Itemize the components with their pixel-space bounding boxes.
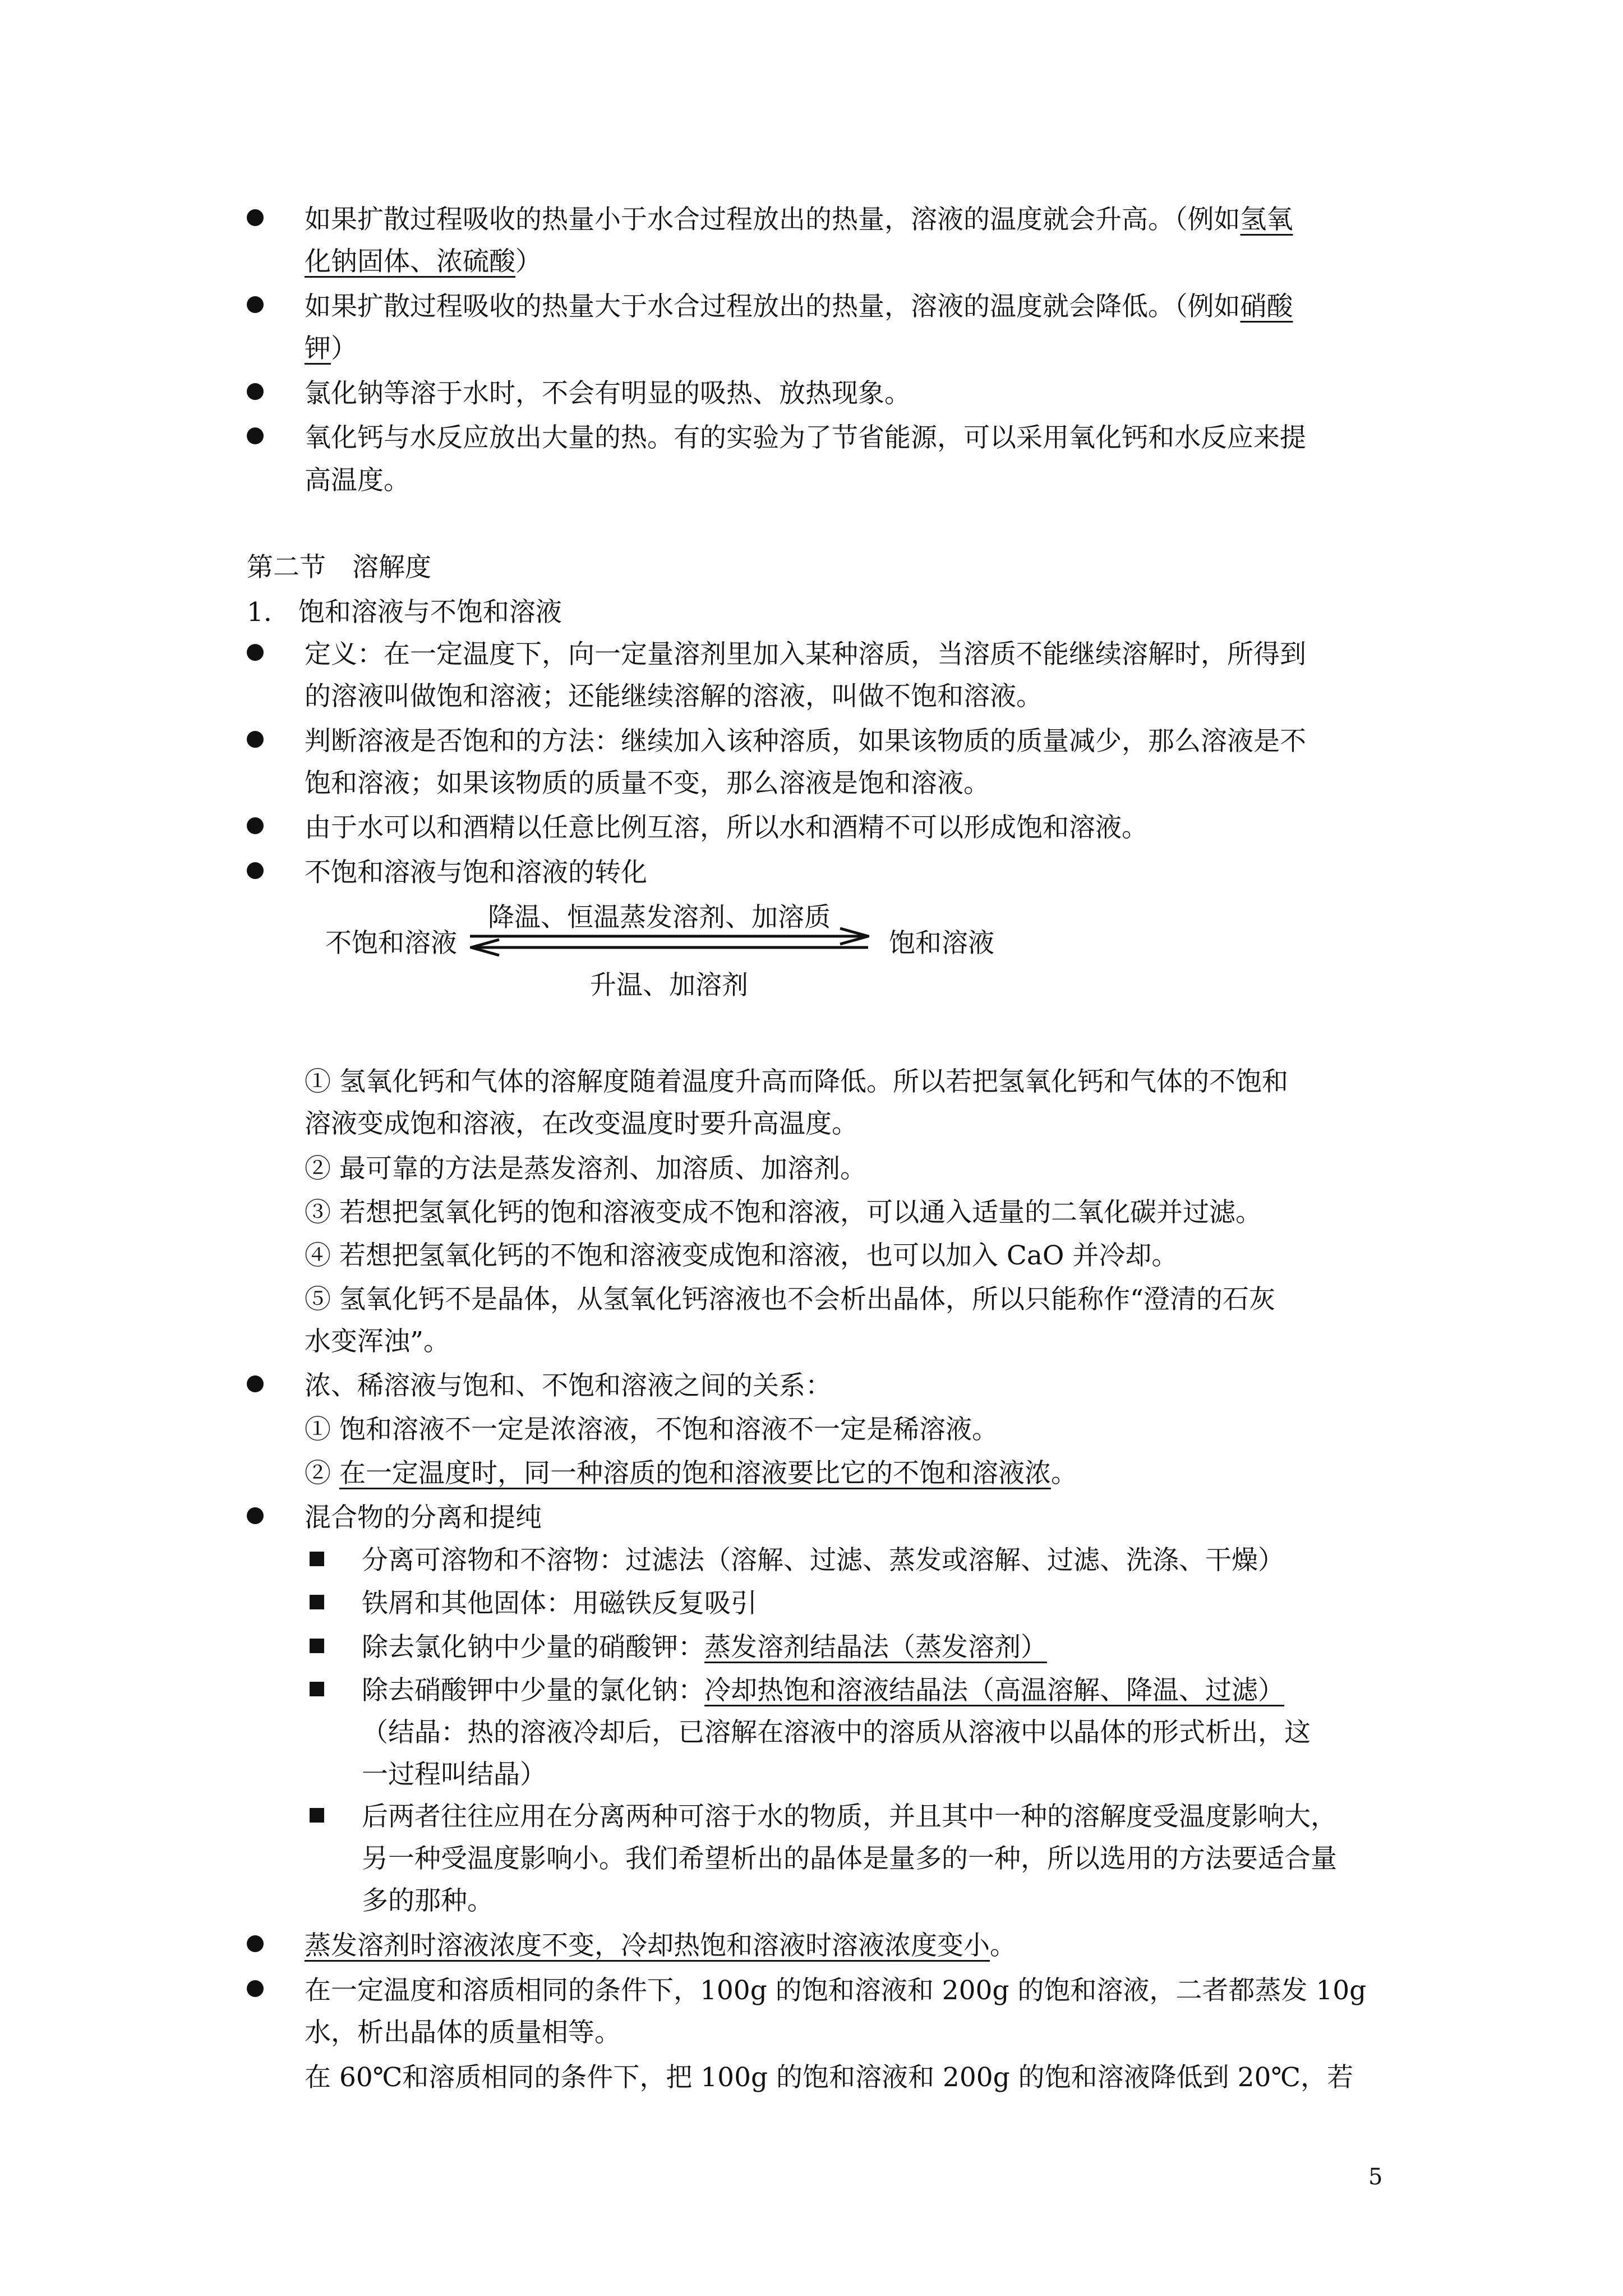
underlined-text: 钾 [305,333,331,364]
definition-text: 定义：在一定温度下，向一定量溶剂里加入某种溶质，当溶质不能继续溶解时，所得到 [305,639,1306,670]
separation-heading: 混合物的分离和提纯 [305,1502,542,1533]
note-4: ④ 若想把氢氧化钙的不饱和溶液变成饱和溶液，也可以加入 CaO 并冷却。 [305,1240,1178,1271]
bullet [247,296,264,313]
diagram-label-unsaturated: 不饱和溶液 [325,928,457,959]
underlined-text: 化钠固体、浓硫酸 [305,246,515,277]
subsection-title: 1. 饱和溶液与不饱和溶液 [247,597,562,628]
bullet-text-cao: 氧化钙与水反应放出大量的热。有的实验为了节省能源，可以采用氧化钙和水反应来提 [305,422,1306,453]
separation-item-summary-cont: 另一种受温度影响小。我们希望析出的晶体是量多的一种，所以选用的方法要适合量 [362,1843,1337,1874]
diagram-label-saturated: 饱和溶液 [889,928,994,959]
underlined-text: 硝酸 [1240,291,1293,322]
bullet-text-heat-absorb [305,293,1293,320]
bullet [247,1980,264,1997]
bullet [247,817,264,834]
definition-text-cont: 的溶液叫做饱和溶液；还能继续溶解的溶液，叫做不饱和溶液。 [305,681,1043,712]
text-segment: 如果扩散过程吸收的热量大于水合过程放出的热量，溶液的温度就会降低。（例如 [305,291,1241,322]
bullet-text-heat-release-cont [305,246,542,277]
separation-item-magnet: 铁屑和其他固体：用磁铁反复吸引 [362,1588,757,1619]
relation-heading: 浓、稀溶液与饱和、不饱和溶液之间的关系： [305,1370,832,1401]
crystal-mass-text: 在一定温度和溶质相同的条件下，100g 的饱和溶液和 200g 的饱和溶液，二者都蒸发 10g [305,1975,1367,2006]
alcohol-text: 由于水可以和酒精以任意比例互溶，所以水和酒精不可以形成饱和溶液。 [305,812,1148,843]
text-segment: ） [331,333,357,364]
note-1-cont: 溶液变成饱和溶液，在改变温度时要升高温度。 [305,1108,858,1139]
underlined-text: 蒸发溶剂时溶液浓度不变，冷却热饱和溶液时溶液浓度变小 [305,1930,990,1961]
note-5-cont: 水变浑浊”。 [305,1326,450,1357]
square-bullet [310,1808,324,1823]
bullet [247,427,264,444]
diagram-label-top-conditions: 降温、恒温蒸发溶剂、加溶质 [488,902,831,933]
bullet-text-cao-cont: 高温度。 [305,465,410,496]
crystallization-note: （结晶：热的溶液冷却后，已溶解在溶液中的溶质从溶液中以晶体的形式析出，这 [362,1717,1311,1748]
note-1: ① 氢氧化钙和气体的溶解度随着温度升高而降低。所以若把氢氧化钙和气体的不饱和 [305,1066,1288,1097]
bullet [247,1375,264,1392]
note-3: ③ 若想把氢氧化钙的饱和溶液变成不饱和溶液，可以通入适量的二氧化碳并过滤。 [305,1197,1262,1228]
crystallization-note-cont: 一过程叫结晶） [362,1759,546,1790]
bullet [247,644,264,661]
separation-item-cooling [362,1677,1284,1704]
bullet-text-heat-release [305,206,1293,233]
bullet [247,383,264,400]
bullet [247,209,264,226]
underlined-text: 氢氧 [1240,204,1293,235]
diagram-label-bottom-conditions: 升温、加溶剂 [590,970,748,1001]
crystal-mass-text-cont: 水，析出晶体的质量相等。 [305,2017,621,2048]
text-segment: 除去氯化钠中少量的硝酸钾： [362,1632,704,1663]
bullet [247,1507,264,1524]
square-bullet [310,1682,324,1696]
text-segment: ） [515,246,542,277]
text-segment: 如果扩散过程吸收的热量小于水合过程放出的热量，溶液的温度就会升高。（例如 [305,204,1241,235]
separation-item-summary: 后两者往往应用在分离两种可溶于水的物质，并且其中一种的溶解度受温度影响大， [362,1801,1337,1832]
square-bullet [310,1595,324,1609]
relation-item-2 [305,1460,1077,1487]
page-number: 5 [1368,2164,1383,2190]
judge-method-text-cont: 饱和溶液；如果该物质的质量不变，那么溶液是饱和溶液。 [305,768,990,799]
bullet-text-nacl: 氯化钠等溶于水时，不会有明显的吸热、放热现象。 [305,378,911,409]
text-segment: 。 [1050,1458,1077,1489]
separation-item-evaporate [362,1632,1047,1663]
bullet-text-heat-absorb-cont [305,335,357,362]
separation-item-summary-cont: 多的那种。 [362,1885,494,1916]
underlined-text: 在一定温度时，同一种溶质的饱和溶液要比它的不饱和溶液浓 [339,1458,1051,1489]
bullet [247,731,264,748]
text-segment: 。 [990,1930,1016,1961]
double-arrow-icon [470,927,869,961]
underlined-text: 冷却热饱和溶液结晶法（高温溶解、降温、过滤） [704,1675,1284,1706]
text-segment: 除去硝酸钾中少量的氯化钠： [362,1675,704,1706]
bullet [247,1935,264,1952]
relation-item-1: ① 饱和溶液不一定是浓溶液，不饱和溶液不一定是稀溶液。 [305,1414,998,1445]
note-2: ② 最可靠的方法是蒸发溶剂、加溶质、加溶剂。 [305,1153,866,1184]
evaporation-concentration-text [305,1932,1016,1959]
conversion-heading: 不饱和溶液与饱和溶液的转化 [305,857,647,888]
underlined-text: 蒸发溶剂结晶法（蒸发溶剂） [704,1632,1047,1663]
bullet [247,862,264,879]
separation-item-filter: 分离可溶物和不溶物：过滤法（溶解、过滤、蒸发或溶解、过滤、洗涤、干燥） [362,1545,1284,1576]
section-title: 第二节 溶解度 [247,552,431,583]
cooling-example-text: 在 60℃和溶质相同的条件下，把 100g 的饱和溶液和 200g 的饱和溶液降低到 20℃，若 [305,2062,1353,2093]
text-segment: ② [305,1458,339,1489]
judge-method-text: 判断溶液是否饱和的方法：继续加入该种溶质，如果该物质的质量减少，那么溶液是不 [305,726,1306,757]
square-bullet [310,1639,324,1653]
square-bullet [310,1552,324,1566]
note-5: ⑤ 氢氧化钙不是晶体，从氢氧化钙溶液也不会析出晶体，所以只能称作“澄清的石灰 [305,1284,1275,1315]
